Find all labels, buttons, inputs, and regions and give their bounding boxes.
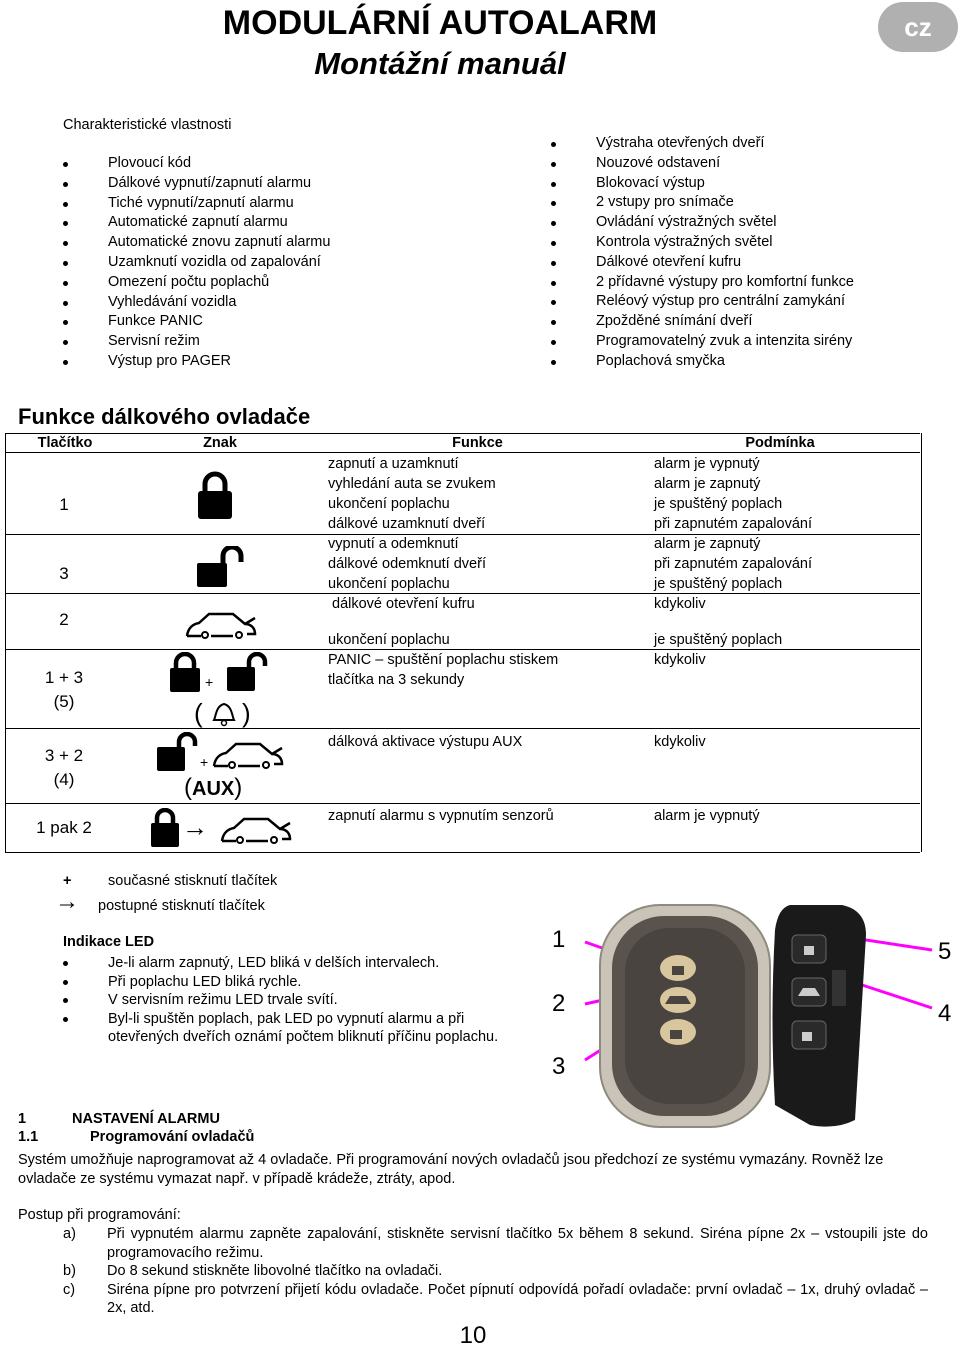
function-text: vyhledání auta se zvukem: [328, 476, 496, 492]
bullet-icon: [551, 201, 556, 206]
features-left-list: [63, 154, 483, 372]
function-text: zapnutí a uzamknutí: [328, 456, 459, 472]
legend-plus-text: současné stisknutí tlačítek: [108, 873, 278, 889]
feature-item: [63, 154, 483, 174]
feature-item: [551, 233, 951, 253]
condition-text: kdykoliv: [654, 596, 706, 612]
procedure-step: [18, 1225, 928, 1262]
button-label: 3 + 2: [44, 746, 84, 765]
button-label: 1 + 3: [44, 668, 84, 687]
bullet-icon: [63, 182, 68, 187]
condition-text: při zapnutém zapalování: [654, 516, 812, 532]
remote-keys-illustration: [570, 900, 940, 1130]
step-text: Siréna pípne pro potvrzení přijetí kódu ovladače. Počet pípnutí odpovídá pořadí ovladače: první ovladač – 1x, druhý ovladač – 2x, atd.: [107, 1281, 928, 1316]
led-item-text: V servisním režimu LED trvale svítí.: [108, 992, 338, 1008]
document-subtitle: Montážní manuál: [314, 46, 566, 81]
programming-paragraph: Systém umožňuje naprogramovat až 4 ovladače. Při programování nových ovladačů jsou předchozí ze systému vymazány. Rovněž lze ovladače ze systému vymazat např. v případě krádeže, ztráty, apod.: [18, 1152, 884, 1187]
condition-text: je spuštěný poplach: [654, 576, 783, 592]
bullet-icon: [551, 360, 556, 365]
function-text: ukončení poplachu: [328, 632, 450, 648]
features-right-list: [551, 134, 951, 372]
feature-label: Výstup pro PAGER: [108, 352, 232, 369]
led-item: [63, 973, 508, 992]
bullet-icon: [63, 301, 68, 306]
remote-label: 5: [938, 938, 952, 965]
condition-text: kdykoliv: [654, 652, 706, 668]
function-text: dálkové otevření kufru: [332, 596, 475, 612]
bullet-icon: [63, 261, 68, 266]
svg-text:(: (: [194, 698, 203, 728]
feature-label: 2 přídavné výstupy pro komfortní funkce: [596, 273, 854, 290]
bullet-icon: [63, 998, 68, 1003]
aux-symbol: (AUX): [184, 774, 243, 801]
feature-item: [551, 312, 951, 332]
page-number: 10: [459, 1322, 487, 1349]
feature-item: [63, 174, 483, 194]
section-heading: NASTAVENÍ ALARMU: [72, 1111, 220, 1127]
led-item: [63, 954, 508, 973]
feature-item: [63, 233, 483, 253]
bullet-icon: [63, 221, 68, 226]
remote-label: 4: [938, 1000, 952, 1027]
step-text: Při vypnutém alarmu zapněte zapalování, stiskněte servisní tlačítko 5x během 8 sekund. Siréna pípne 2x – vstoupili jste do programovacího režimu.: [107, 1226, 928, 1261]
feature-item: [551, 154, 951, 174]
feature-item: [551, 213, 951, 233]
button-label: 2: [59, 610, 69, 629]
car-trunk-icon: [185, 610, 257, 640]
legend-arrow-symbol: →: [55, 888, 79, 915]
remote-label: 3: [552, 1053, 566, 1080]
bullet-icon: [551, 142, 556, 147]
legend-arrow-text: postupné stisknutí tlačítek: [98, 898, 265, 914]
feature-item: [551, 292, 951, 312]
feature-item: [551, 174, 951, 194]
feature-item: [551, 273, 951, 293]
condition-text: alarm je zapnutý: [654, 476, 761, 492]
feature-item: [63, 253, 483, 273]
bullet-icon: [63, 961, 68, 966]
condition-text: alarm je vypnutý: [654, 456, 760, 472]
feature-item: [551, 134, 951, 154]
procedure-step: [18, 1262, 928, 1281]
led-heading: Indikace LED: [63, 934, 155, 950]
plus-sign: +: [205, 674, 214, 690]
bullet-icon: [63, 281, 68, 286]
feature-label: 2 vstupy pro snímače: [596, 194, 734, 211]
car-trunk-icon: [220, 815, 292, 845]
feature-item: [551, 253, 951, 273]
lock-closed-icon: [150, 808, 180, 848]
bullet-icon: [63, 980, 68, 985]
feature-label: Automatické zapnutí alarmu: [108, 214, 288, 231]
car-trunk-icon: [212, 740, 284, 770]
legend-plus-symbol: +: [63, 873, 72, 889]
bullet-icon: [551, 300, 556, 305]
button-label: 1: [59, 495, 69, 514]
function-text: ukončení poplachu: [328, 576, 450, 592]
function-text: dálkové uzamknutí dveří: [328, 516, 486, 532]
function-text: dálková aktivace výstupu AUX: [328, 734, 523, 750]
feature-label: Programovatelný zvuk a intenzita sirény: [596, 332, 853, 349]
subsection-heading: Programování ovladačů: [90, 1129, 255, 1145]
led-item-text: Je-li alarm zapnutý, LED bliká v delších intervalech.: [108, 955, 440, 971]
remote-label: 2: [552, 990, 566, 1017]
feature-item: [551, 352, 951, 372]
feature-label: Servisní režim: [108, 333, 200, 350]
feature-item: [63, 312, 483, 332]
feature-label: Uzamknutí vozidla od zapalování: [108, 253, 321, 270]
bullet-icon: [551, 162, 556, 167]
led-item: [63, 991, 508, 1010]
feature-item: [63, 194, 483, 214]
feature-label: Dálkové otevření kufru: [596, 253, 742, 270]
column-header-condition: Podmínka: [745, 435, 815, 451]
document-title: MODULÁRNÍ AUTOALARM: [222, 4, 658, 42]
feature-label: Tiché vypnutí/zapnutí alarmu: [108, 194, 294, 211]
lock-open-icon: [195, 546, 245, 588]
lock-open-icon: [225, 652, 271, 692]
feature-label: Automatické znovu zapnutí alarmu: [108, 234, 331, 251]
column-header-symbol: Znak: [203, 435, 237, 451]
feature-label: Funkce PANIC: [108, 313, 203, 330]
led-list: [63, 954, 508, 1047]
bullet-icon: [551, 241, 556, 246]
led-item-text: Při poplachu LED bliká rychle.: [108, 973, 302, 990]
feature-label: Dálkové vypnutí/zapnutí alarmu: [108, 174, 312, 191]
condition-text: je spuštěný poplach: [654, 632, 783, 648]
svg-text:): ): [242, 698, 251, 728]
lock-closed-icon: [168, 652, 202, 692]
arrow-sequence-icon: →: [182, 812, 208, 842]
feature-item: [63, 213, 483, 233]
bullet-icon: [551, 261, 556, 266]
feature-label: Omezení počtu poplachů: [108, 273, 270, 290]
condition-text: kdykoliv: [654, 734, 706, 750]
remote-label: 1: [552, 926, 566, 953]
lock-open-icon: [155, 732, 201, 772]
condition-text: při zapnutém zapalování: [654, 556, 812, 572]
function-text: vypnutí a odemknutí: [328, 536, 459, 552]
feature-label: Reléový výstup pro centrální zamykání: [596, 293, 846, 310]
function-text: PANIC – spuštění poplachu stiskem tlačítka na 3 sekundy: [328, 652, 559, 688]
plus-sign: +: [200, 754, 209, 770]
feature-item: [63, 352, 483, 372]
led-item: [63, 1010, 508, 1047]
bullet-icon: [63, 360, 68, 365]
function-text: zapnutí alarmu s vypnutím senzorů: [328, 808, 554, 824]
remote-functions-heading: Funkce dálkového ovladače: [18, 404, 311, 429]
feature-item: [63, 293, 483, 313]
feature-item: [63, 332, 483, 352]
procedure-steps: [18, 1225, 928, 1318]
button-label: 3: [59, 564, 69, 583]
button-label: (5): [53, 692, 75, 711]
alarm-bell-icon: [194, 694, 256, 730]
condition-text: alarm je vypnutý: [654, 808, 760, 824]
bullet-icon: [551, 281, 556, 286]
column-header-function: Funkce: [452, 435, 503, 451]
feature-label: Ovládání výstražných světel: [596, 214, 777, 231]
feature-label: Výstraha otevřených dveří: [596, 135, 765, 151]
step-text: Do 8 sekund stiskněte libovolné tlačítko na ovladači.: [107, 1263, 443, 1279]
features-heading: Charakteristické vlastnosti: [63, 117, 232, 133]
lock-closed-icon: [195, 470, 235, 520]
bullet-icon: [63, 340, 68, 345]
bullet-icon: [63, 162, 68, 167]
bullet-icon: [551, 182, 556, 187]
condition-list: [654, 454, 812, 594]
subsection-number: 1.1: [18, 1129, 39, 1145]
condition-text: je spuštěný poplach: [654, 496, 783, 512]
table-bottom-border: [5, 852, 920, 853]
column-header-button: Tlačítko: [37, 435, 93, 451]
feature-label: Blokovací výstup: [596, 174, 705, 191]
bullet-icon: [63, 1017, 68, 1022]
step-marker: b): [63, 1263, 76, 1279]
led-item-text: Byl-li spuštěn poplach, pak LED po vypnutí alarmu a při otevřených dveřích oznámí počtem bliknutí příčinu poplachu.: [108, 1010, 499, 1045]
feature-label: Nouzové odstavení: [596, 154, 721, 171]
procedure-step: [18, 1281, 928, 1318]
aux-label: AUX: [192, 778, 235, 800]
button-label: 1 pak 2: [36, 818, 92, 837]
step-marker: a): [63, 1226, 76, 1242]
function-text: ukončení poplachu: [328, 496, 450, 512]
feature-item: [551, 193, 951, 213]
bullet-icon: [551, 340, 556, 345]
language-badge: cz: [878, 2, 958, 52]
feature-label: Kontrola výstražných světel: [596, 233, 773, 250]
bullet-icon: [551, 320, 556, 325]
function-list: [328, 454, 496, 594]
condition-text: alarm je zapnutý: [654, 536, 761, 552]
step-marker: c): [63, 1281, 76, 1298]
bullet-icon: [63, 320, 68, 325]
feature-label: Poplachová smyčka: [596, 352, 725, 369]
feature-item: [551, 332, 951, 352]
feature-label: Plovoucí kód: [108, 155, 192, 171]
function-text: dálkové odemknutí dveří: [328, 556, 486, 572]
button-label: (4): [53, 770, 75, 789]
feature-label: Zpožděné snímání dveří: [596, 313, 753, 330]
bullet-icon: [63, 202, 68, 207]
procedure-label: Postup při programování:: [18, 1207, 181, 1223]
feature-label: Vyhledávání vozidla: [108, 293, 237, 310]
table-row-divider: [5, 728, 920, 729]
feature-item: [63, 273, 483, 293]
section-number: 1: [18, 1111, 27, 1127]
bullet-icon: [551, 221, 556, 226]
table-row-divider: [5, 803, 920, 804]
bullet-icon: [63, 241, 68, 246]
